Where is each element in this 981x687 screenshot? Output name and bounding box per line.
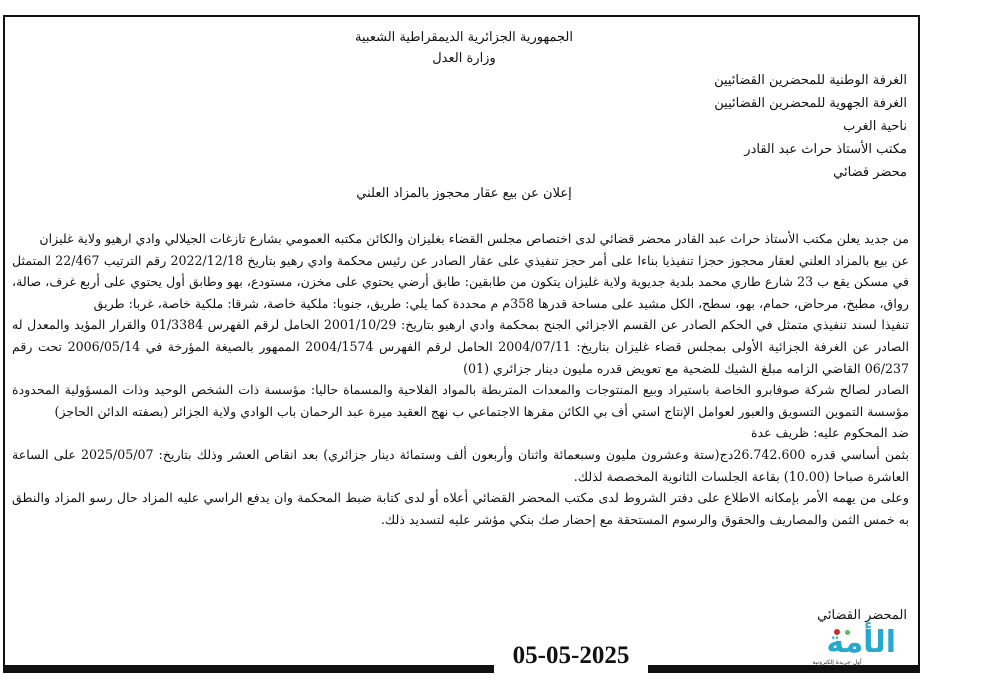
publication-date: 05-05-2025: [494, 640, 648, 673]
paragraph-property: عن بيع بالمزاد العلني لعقار محجوز حجزا تنفيذيا بناءا على أمر حجز تنفيذي على عقار الصادر عن رئيس محكمة وادي رهيو بتاريخ 2022/12/18 رقم الترتيب 22/467 المتمثل في مسكن يقع ب 23 شارع طاري محمد بلدية جديوية ولاية غليزان يتكون من طابقين: طابق أرضي يحتوي على مخزن، مستودع، بهو وطابق أول يحتوي على أربع غرف، صالة، رواق، مطبخ، مرحاض، حمام، بهو، سطح، الكل مشيد على مساحة قدرها 358م م محددة كما يلي: طريق، جنوبا: ملكية خاصة، شرقا: ملكية خاصة، غربا: طريق: [12, 252, 909, 311]
paragraph-debtor: ضد المحكوم عليه: ظريف عدة: [750, 425, 909, 441]
org-line-region: ناحية الغرب: [843, 119, 907, 134]
org-line-office: مكتب الأستاذ حراث عبد القادر: [744, 142, 907, 157]
org-line-regional-chamber: الغرفة الجهوية للمحضرين القضائيين: [714, 96, 907, 111]
newspaper-logo: [776, 627, 898, 667]
paragraph-conditions: وعلى من يهمه الأمر بإمكانه الاطلاع على دفتر الشروط لدى مكتب المحضر القضائي أعلاه أو لدى كتابة ضبط المحكمة وان يدفع الراسي عليه المزاد حال رسو المزاد والنطق به خمس الثمن والمصاريف والحقوق والرسوم المستحقة مع إحضار صك بنكي مؤشر عليه لتسديد ذلك.: [12, 490, 909, 527]
bottom-rule: [3, 667, 920, 673]
logo-wordmark: الأمة: [826, 625, 896, 660]
announcement-body: [12, 228, 909, 530]
org-line-bailiff: محضر قضائي: [833, 165, 907, 180]
announcement-title: إعلان عن بيع عقار محجوز بالمزاد العلني: [356, 186, 572, 201]
signature-line: المحضر القضائي: [817, 608, 907, 623]
paragraph-intro: من جديد يعلن مكتب الأستاذ حراث عبد القادر محضر قضائي لدى اختصاص مجلس القضاء بغليزان والكائن مكتبه العمومي بشارع تازغات الجيلالي وادي ارهيو ولاية غليزان: [39, 231, 909, 246]
republic-heading: الجمهورية الجزائرية الديمقراطية الشعبية: [355, 30, 573, 45]
paragraph-price: بثمن أساسي قدره 26.742.600دج(ستة وعشرون مليون وسبعمائة واثنان وأربعون ألف وستمائة دينار جزائري) بعد انقاص العشر وذلك بتاريخ: 2025/05/07 على الساعة العاشرة صباحا (10.00) بقاعة الجلسات الثانوية المخصصة لذلك.: [12, 446, 909, 484]
org-line-national-chamber: الغرفة الوطنية للمحضرين القضائيين: [714, 73, 907, 88]
paragraph-judgment: تنفيذا لسند تنفيذي متمثل في الحكم الصادر عن القسم الاجزائي الجنح بمحكمة وادي ارهيو بتاريخ: 2001/10/29 الحامل لرقم الفهرس 01/3384 والقرار المؤيد والمعدل له الصادر عن الغرفة الجزائية الأولى بمجلس قضاء غليزان بتاريخ: 2004/07/11 الحامل لرقم الفهرس 2004/1574 الممهور بالصيغة المؤرخة في 2006/05/14 تحت رقم 06/237 القاضي الزامه مبلغ الشيك للضحية مع تعويض قدره مليون دينار جزائري (01): [12, 317, 910, 376]
ministry-heading: وزارة العدل: [432, 51, 496, 66]
paragraph-creditor: الصادر لصالح شركة صوفابرو الخاصة باستيراد وبيع المنتوجات والمعدات المتربطة بالمواد الفلاحية والمسماة حاليا: مؤسسة ذات الشخص الوحيد وذات المسؤولية المحدودة مؤسسة التموين التسويق والعبور لعوامل الإنتاج استي أف بي الكائن مقرها الاجتماعي ب نهج العقيد ميرة عبد الرحمان باب الوادي ولاية الجزائر (بصفته الدائن الحاجز): [12, 382, 909, 419]
logo-tagline: أول جريدة إلكترونية: [812, 659, 862, 666]
